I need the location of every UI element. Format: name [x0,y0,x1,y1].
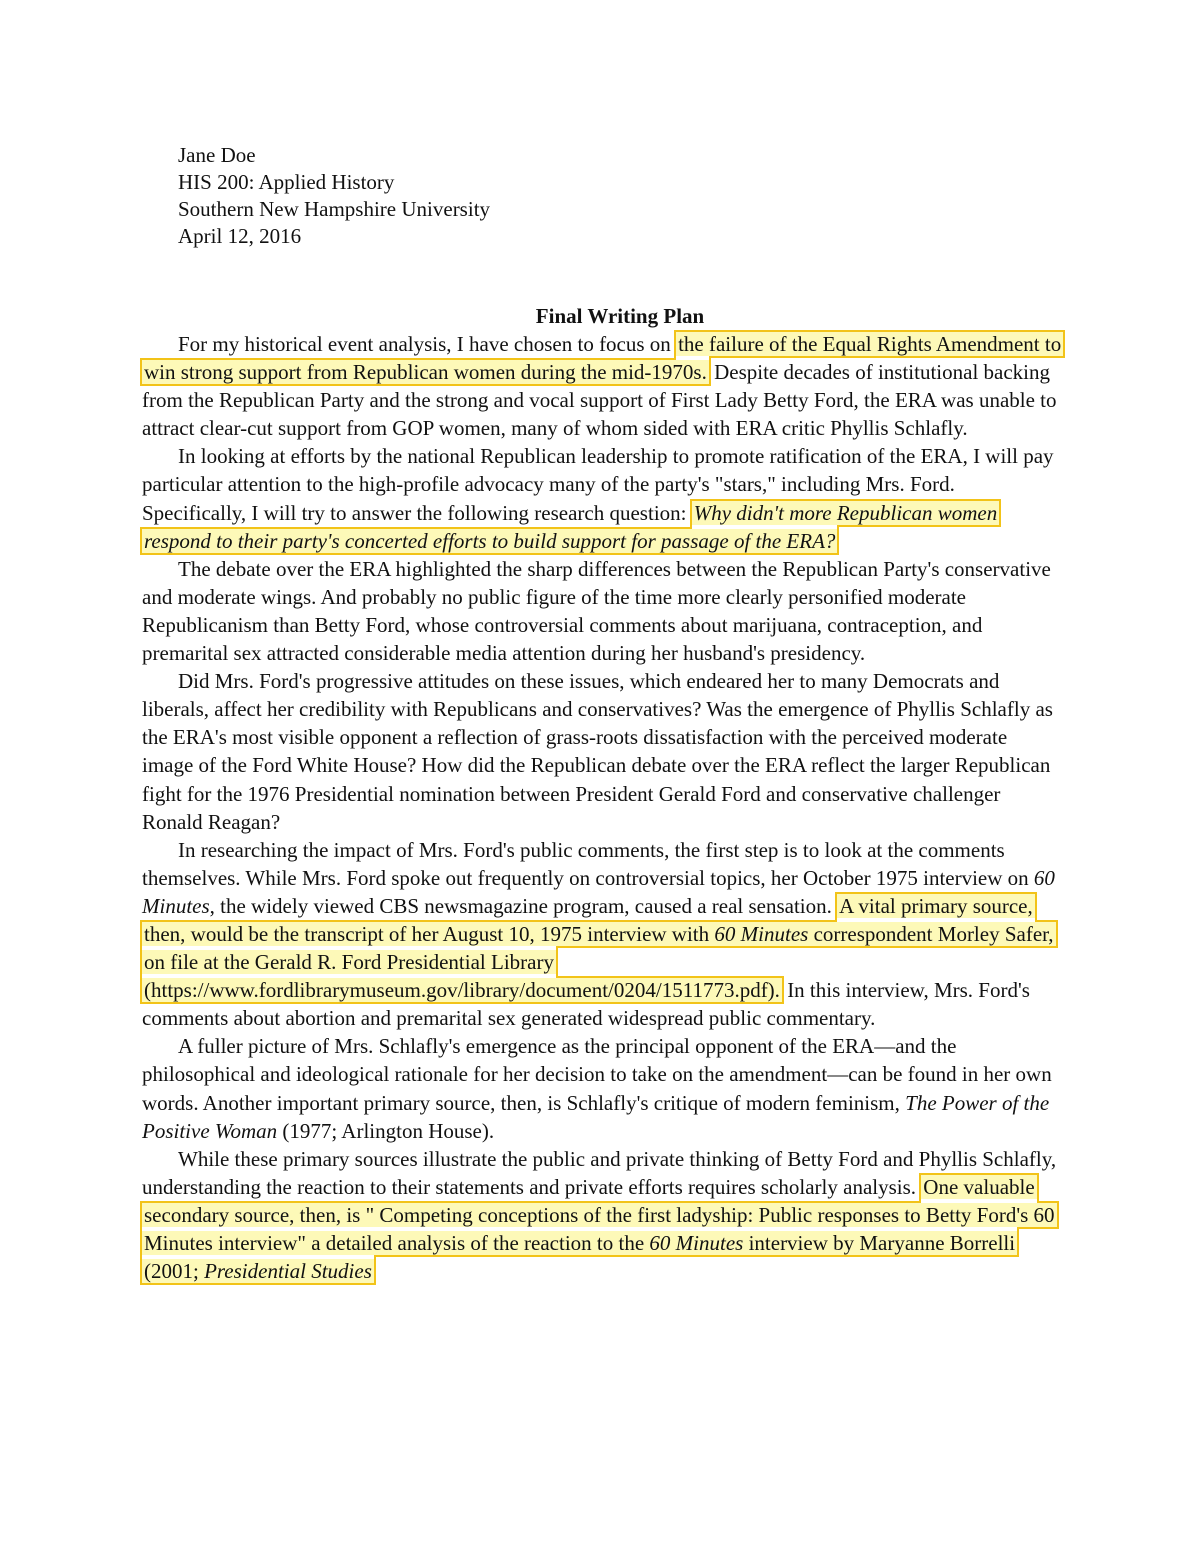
italic-title: 60 Minutes [714,921,809,946]
document-header [178,142,490,250]
text-run: interview by Maryanne Borrelli (2001; [144,1231,1016,1284]
text-run: (1977; Arlington House). [277,1118,495,1143]
text-run: Despite decades of institutional backing from the Republican Party and the strong and vocal support of First Lady Betty Ford, the ERA was unable to attract clear-cut support from GOP women, many of whom sided with ERA critic Phyllis Schlafly. [142,360,1057,441]
document-date: April 12, 2016 [178,224,302,248]
text-run: A vital primary source, then, would be the transcript of her August 10, 1975 interview with [144,893,1033,946]
text-run: A fuller picture of Mrs. Schlafly's emergence as the principal opponent of the ERA—and the philosophical and ideological rationale for her decision to take on the amendment—can be found in her own words. Another important primary source, then, is Schlafly's critique of modern feminism, [142,1034,1052,1115]
text-run: In researching the impact of Mrs. Ford's public comments, the first step is to look at the comments themselves. While Mrs. Ford spoke out frequently on controversial topics, her October 1975 interview on [142,837,1034,890]
text-run: In looking at efforts by the national Republican leadership to promote ratification of the ERA, I will pay particular attention to the high-profile advocacy many of the party's "stars," including Mrs. Ford. Specifically, I will try to answer the following research question: [142,444,1054,525]
paragraph-2 [142,442,1062,554]
paragraph-1 [142,330,1062,442]
text-run: In this interview, Mrs. Ford's comments about abortion and premarital sex generated widespread public commentary. [142,978,1030,1031]
text-run: While these primary sources illustrate the public and private thinking of Betty Ford and Phyllis Schlafly, understanding the reaction to their statements and private efforts requires scholarly analysis. [142,1146,1057,1199]
italic-title: The Power of the Positive Woman [142,1090,1050,1143]
research-question-text: Why didn't more Republican women respond to their party's concerted efforts to build support for passage of the ERA? [144,500,998,553]
document-body [142,330,1062,1285]
italic-title: 60 Minutes [142,865,1055,918]
italic-title: Presidential Studies [204,1259,372,1284]
highlight-topic[interactable]: the failure of the Equal Rights Amendment to win strong support from Republican women during the mid-1970s. [144,332,1062,385]
paragraph-4: Did Mrs. Ford's progressive attitudes on these issues, which endeared her to many Democrats and liberals, affect her credibility with Republicans and conservatives? Was the emergence of Phyllis Schlafly as the ERA's most visible opponent a reflection of grass-roots dissatisfaction with the perceived moderate image of the Ford White House? How did the Republican debate over the ERA reflect the larger Republican fight for the 1976 Presidential nomination between President Gerald Ford and conservative challenger Ronald Reagan? [142,669,1053,834]
paragraph-5 [142,836,1062,1033]
course-name: HIS 200: Applied History [178,170,395,194]
paragraph-6 [142,1032,1062,1144]
paragraph-7 [142,1145,1062,1285]
text-run: For my historical event analysis, I have chosen to focus on [178,332,677,356]
institution-name: Southern New Hampshire University [178,197,491,221]
italic-title: 60 Minutes [649,1231,744,1255]
paragraph-3: The debate over the ERA highlighted the sharp differences between the Republican Party's conservative and moderate wings. And probably no public figure of the time more clearly personified moderate Republicanism than Betty Ford, whose controversial comments about marijuana, contraception, and premarital sex attracted considerable media attention during her husband's presidency. [142,556,1051,666]
author-name: Jane Doe [178,143,256,167]
text-run: , the widely viewed CBS newsmagazine program, caused a real sensation. [209,893,838,918]
document-title: Final Writing Plan [535,304,705,328]
text-run: correspondent Morley Safer, on file at the Gerald R. Ford Presidential Library (https://www.fordlibrarymuseum.gov/library/document/0204/1511773.pdf). [144,921,1054,1003]
text-run: One valuable secondary source, then, is " Competing conceptions of the first ladyship: Public responses to Betty Ford's 60 Minutes interview" a detailed analysis of the reaction to the [144,1174,1055,1255]
